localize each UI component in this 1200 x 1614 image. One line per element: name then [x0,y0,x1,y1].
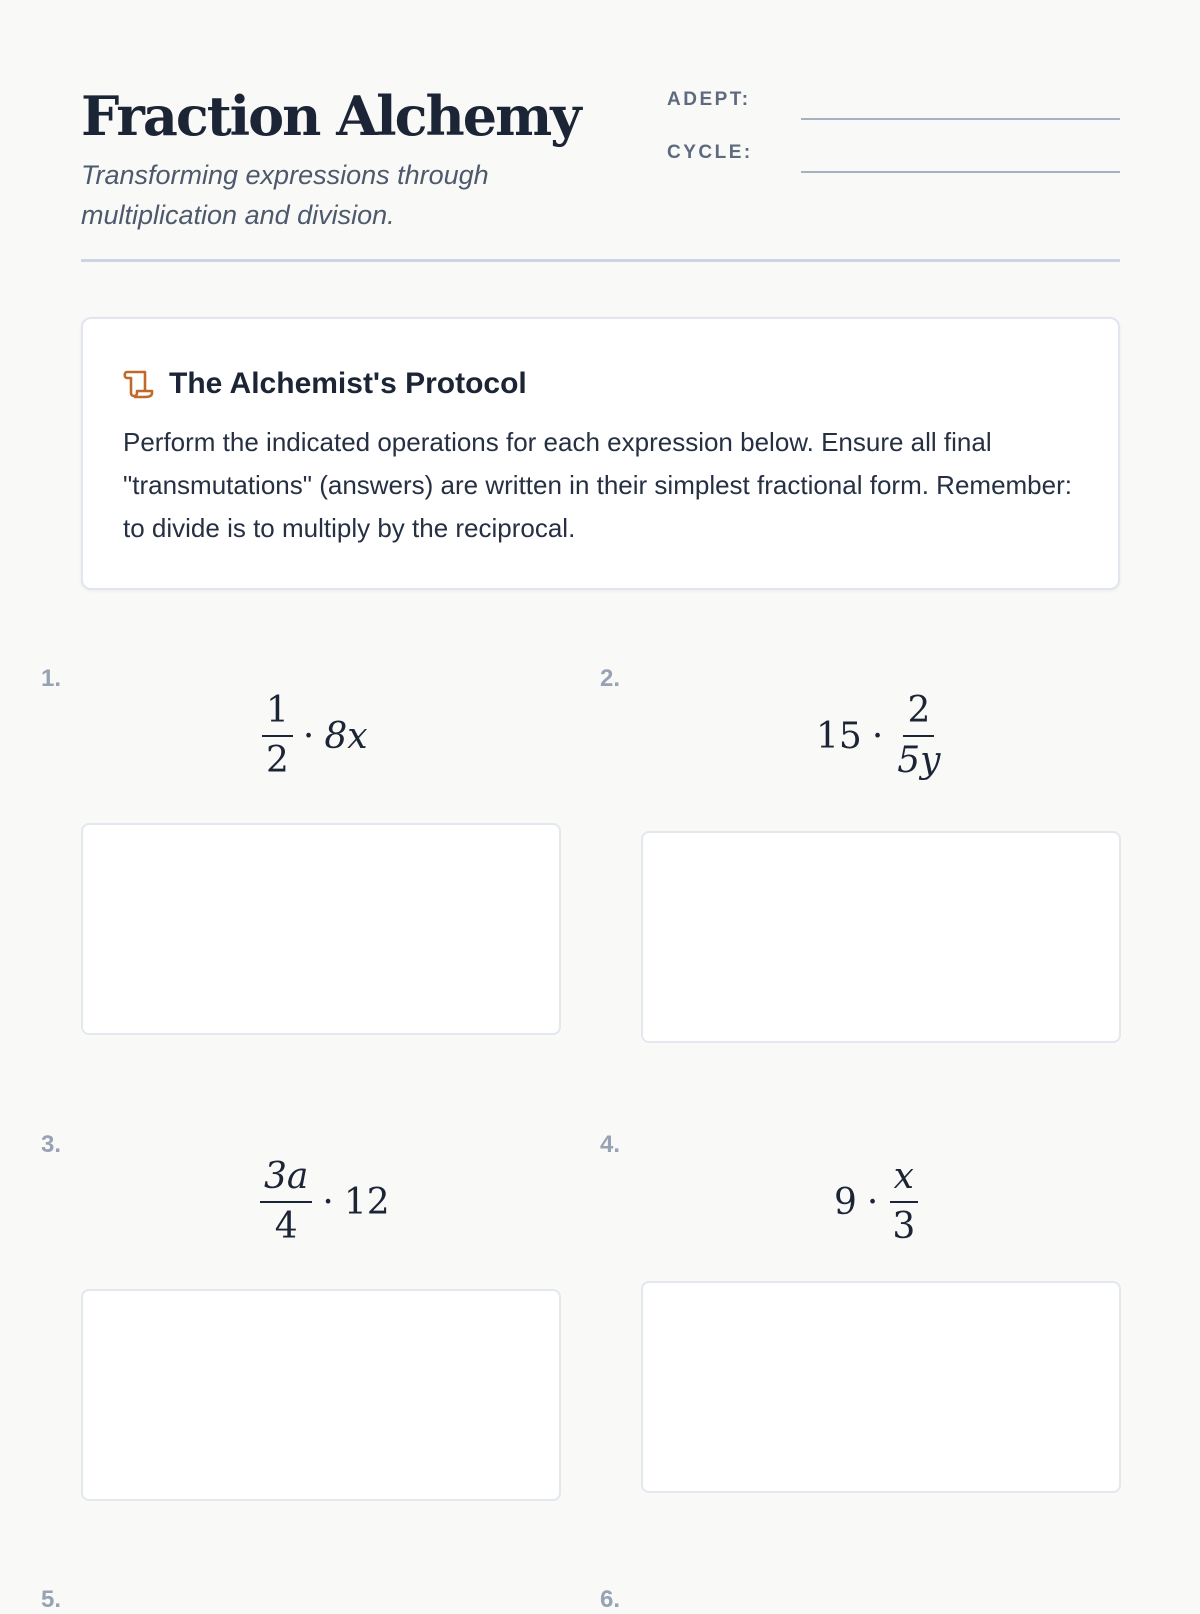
problem-4-expression [834,1157,919,1247]
instructions-panel [81,317,1120,590]
problem-number: 1. [41,665,62,692]
answer-box-1[interactable] [81,823,561,1035]
term: 12 [343,1181,390,1223]
denominator: 4 [274,1206,298,1247]
answer-box-3[interactable] [81,1289,561,1501]
multiply-operator: · [866,1181,879,1223]
term: 8x [324,715,368,757]
numerator: 2 [903,691,934,737]
instructions-title: The Alchemist's Protocol [169,367,527,400]
fraction [262,691,293,781]
problem-1-expression [262,691,368,781]
problem-number: 6. [600,1586,621,1613]
cycle-field[interactable] [801,171,1120,173]
problem-3-expression [260,1157,390,1247]
denominator: 5y [897,740,941,781]
answer-box-2[interactable] [641,831,1121,1043]
fraction [888,1157,919,1247]
cycle-label: CYCLE: [667,142,753,163]
page-title: Fraction Alchemy [81,84,580,148]
problem-number: 2. [600,665,621,692]
fraction [260,1157,312,1247]
fraction [893,691,944,781]
denominator: 2 [266,740,289,781]
answer-box-4[interactable] [641,1281,1121,1493]
problem-number: 4. [600,1131,621,1158]
multiply-operator: · [302,715,315,757]
numerator: 3a [260,1157,312,1203]
problem-2-expression [816,691,945,781]
instructions-body: Perform the indicated operations for each expression below. Ensure all final "transmutations" (answers) are written in their simplest fractional form. Remember: to divide is to multiply by the reciprocal. [123,427,1072,543]
page-subtitle: Transforming expressions through multiplication and division. [81,160,489,230]
term: 9 [834,1181,857,1223]
multiply-operator: · [871,715,884,757]
problem-number: 3. [41,1131,62,1158]
adept-label: ADEPT: [667,89,751,110]
numerator: 1 [262,691,293,737]
multiply-operator: · [322,1181,334,1223]
problem-number: 5. [41,1586,62,1613]
worksheet-header [81,0,1120,262]
denominator: 3 [892,1206,916,1247]
adept-field[interactable] [801,118,1120,120]
scroll-icon [123,369,155,399]
numerator: x [890,1157,918,1203]
term: 15 [816,715,862,757]
